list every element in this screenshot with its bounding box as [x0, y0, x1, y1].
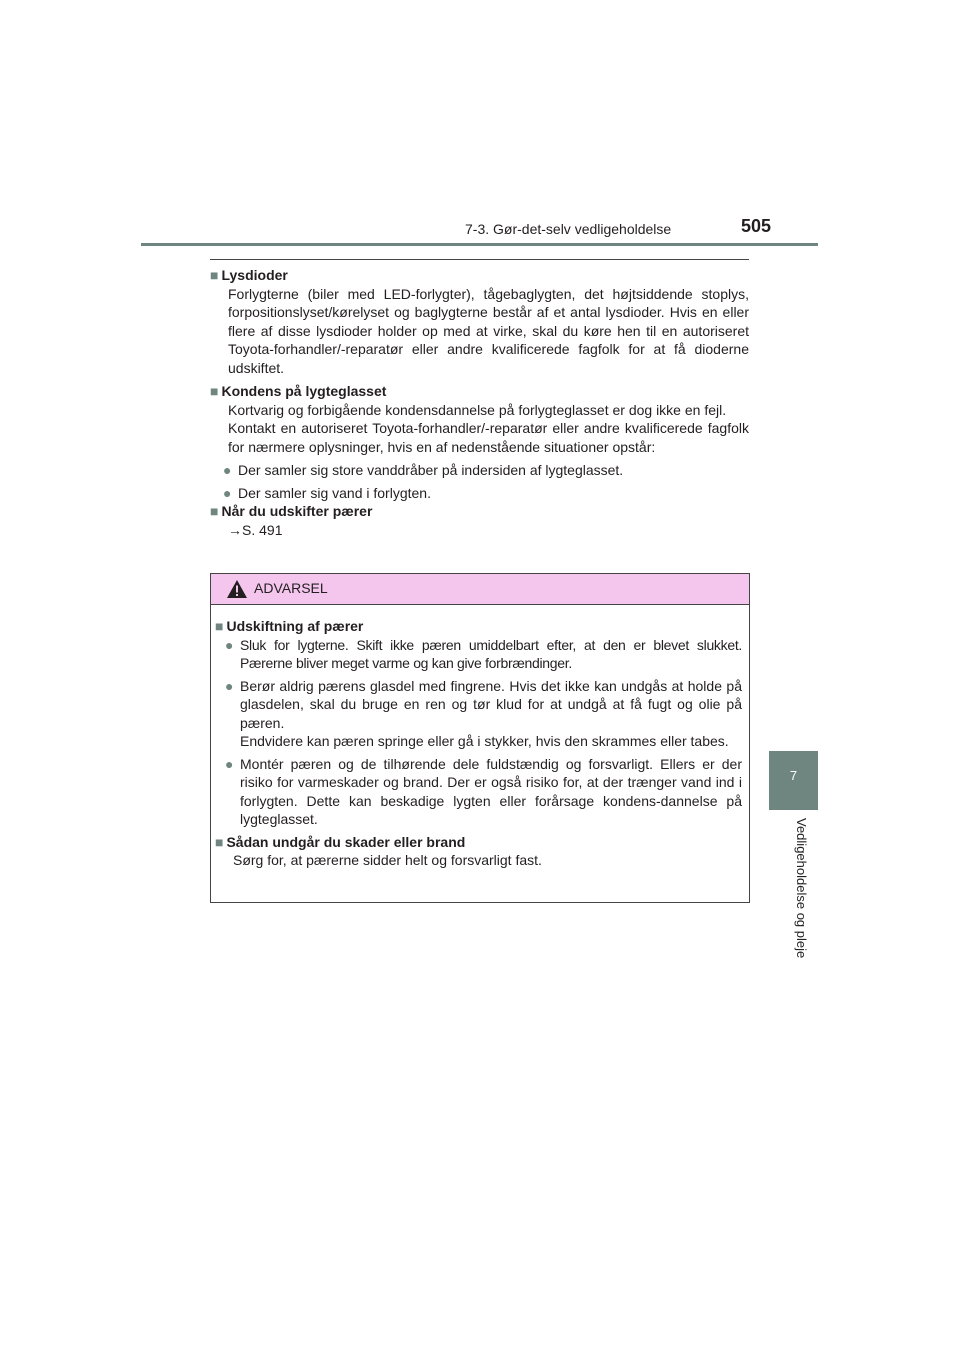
warning-bullet-text: Endvidere kan pæren springe eller gå i stykker, hvis den skrammes eller tabes. — [240, 733, 729, 749]
round-bullet-icon: ● — [225, 636, 234, 653]
warning-bullet-text: Berør aldrig pærens glasdel med fingrene. Hvis det ikke kan undgås at holde på glasdelen, skal du bruge en ren og tør klud for at undgå at få fugt og olie på pæren. — [240, 677, 742, 731]
round-bullet-icon: ● — [223, 462, 232, 478]
warning-paragraph: Sørg for, at pærerne sidder helt og forsvarligt fast. — [233, 852, 542, 868]
round-bullet-icon: ● — [225, 677, 234, 694]
page-reference: →S. 491 — [228, 521, 283, 538]
section-paragraph: Forlygterne (biler med LED-forlygter), tågebaglygten, det højtsiddende stoplys, forpositionslyset/kørelyset og baglygterne består af et antal lysdioder. Hvis en eller flere af disse lysdioder holder op med at virke, skal du køre hen til en autoriseret Toyota-forhandler/-reparatør eller andre kvalificerede fagfolk for at få dioderne udskiftet. — [228, 285, 749, 376]
section-paragraph: Kontakt en autoriseret Toyota-forhandler/-reparatør eller andre kvalificerede fagfolk for nærmere oplysninger, hvis en af nedenstående situationer opstår: — [228, 420, 749, 455]
warning-section-heading: ■ Sådan undgår du skader eller brand — [215, 833, 466, 850]
square-bullet-icon: ■ — [215, 833, 224, 850]
running-header-section: 7-3. Gør-det-selv vedligeholdelse — [465, 221, 672, 237]
square-bullet-icon: ■ — [210, 267, 219, 283]
square-bullet-icon: ■ — [215, 618, 224, 634]
warning-list-item — [225, 677, 742, 751]
warning-body — [211, 605, 749, 870]
list-item: ● Der samler sig store vanddråber på indersiden af lygteglasset. — [223, 462, 624, 478]
section-paragraph: Kortvarig og forbigående kondensdannelse på forlygteglasset er dog ikke en fejl. — [228, 401, 727, 418]
page-number: 505 — [741, 216, 772, 236]
content-top-rule — [210, 259, 749, 260]
round-bullet-icon: ● — [223, 484, 232, 501]
section-heading: ■ Lysdioder — [210, 267, 288, 283]
header-rule — [141, 243, 818, 246]
list-item: ● Der samler sig vand i forlygten. — [223, 484, 431, 501]
warning-triangle-icon — [226, 579, 248, 599]
section-heading: ■ Når du udskifter pærer — [210, 503, 373, 519]
square-bullet-icon: ■ — [210, 383, 219, 399]
warning-section-heading: ■ Udskiftning af pærer — [215, 618, 364, 634]
section-heading: ■ Kondens på lygteglasset — [210, 383, 387, 399]
main-content — [210, 266, 749, 539]
warning-list-item: ● Sluk for lygterne. Skift ikke pæren umiddelbart efter, at den er blevet slukket. Pærerne bliver meget varme og kan give forbrændinger. — [225, 636, 742, 671]
chapter-tab — [769, 751, 818, 810]
warning-label: ADVARSEL — [254, 580, 328, 596]
square-bullet-icon: ■ — [210, 503, 219, 519]
warning-list-item: ● Montér pæren og de tilhørende dele fuldstændig og forsvarligt. Ellers er der risiko for varmeskader og brand. Der er også risiko for, at der trænger vand ind i forlygten. Dette kan beskadige lygten eller forårsage kondens-dannelse på lygteglasset. — [225, 755, 742, 827]
chapter-title: Vedligeholdelse og pleje — [794, 818, 809, 959]
warning-header — [211, 574, 749, 605]
round-bullet-icon: ● — [225, 755, 234, 772]
chapter-number: 7 — [789, 768, 798, 783]
warning-box — [210, 573, 750, 903]
